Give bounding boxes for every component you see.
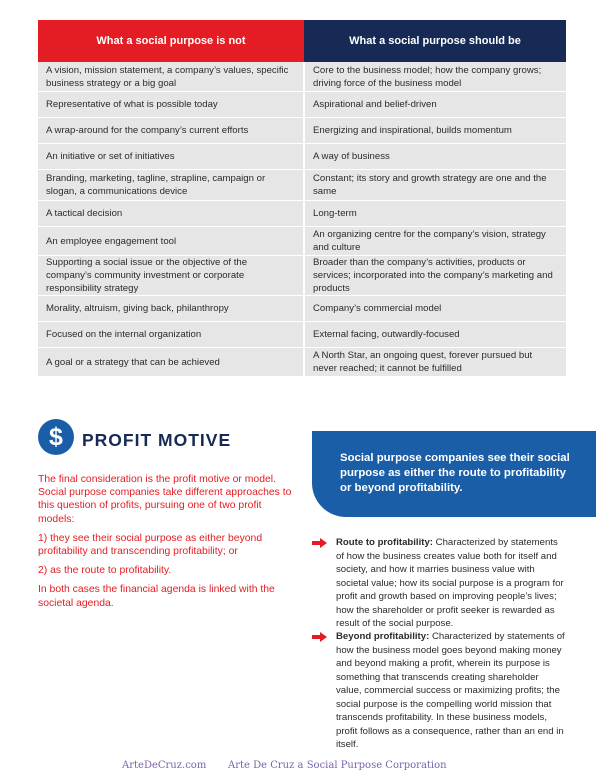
table-row: [38, 322, 566, 348]
table-header-row: [38, 20, 566, 62]
cell-not: A tactical decision: [38, 201, 304, 227]
cell-should: An organizing centre for the company’s vision, strategy and culture: [304, 227, 566, 256]
cell-not: Focused on the internal organization: [38, 322, 304, 348]
bullet-body: [336, 536, 566, 631]
cell-not: Supporting a social issue or the objective of the company’s community investment or corporate responsibility strategy: [38, 256, 304, 296]
footer-site-link[interactable]: ArteDeCruz.com: [122, 760, 207, 771]
bullet-text: Characterized by statements of how the business creates value both for itself and society, and how it marries business value with societal value; how its social purpose is a program for profit and growth based on improving people’s lives; how the shareholder or profit seeker is rewarded as result of the social purpose.: [336, 537, 564, 629]
cell-should: Energizing and inspirational, builds momentum: [304, 118, 566, 144]
cell-should: A way of business: [304, 144, 566, 170]
table-row: [38, 201, 566, 227]
cell-should: A North Star, an ongoing quest, forever pursued but never reached; it cannot be fulfilled: [304, 348, 566, 377]
callout-box: [312, 431, 596, 517]
table-row: [38, 348, 566, 377]
arrow-right-icon: [312, 538, 327, 548]
profit-intro-block: [38, 473, 300, 616]
header-not: What a social purpose is not: [38, 20, 304, 62]
table-row: [38, 144, 566, 170]
cell-should: Company’s commercial model: [304, 296, 566, 322]
table-row: [38, 227, 566, 256]
cell-should: Aspirational and belief-driven: [304, 92, 566, 118]
bullet-label: Beyond profitability:: [336, 631, 430, 642]
cell-should: Long-term: [304, 201, 566, 227]
cell-not: Representative of what is possible today: [38, 92, 304, 118]
bullet-beyond-profitability: [312, 630, 566, 752]
table-row: [38, 92, 566, 118]
profit-option-1: 1) they see their social purpose as either beyond profitability and transcending profitability; or: [38, 532, 263, 558]
comparison-table: [38, 20, 566, 377]
callout-text: Social purpose companies see their social purpose as either the route to profitability or beyond profitability.: [340, 452, 570, 495]
bullet-body: [336, 630, 566, 752]
profit-conclusion: In both cases the financial agenda is linked with the societal agenda.: [38, 584, 275, 609]
footer-corporation: Arte De Cruz a Social Purpose Corporation: [228, 760, 447, 771]
table-row: [38, 256, 566, 296]
cell-should: Broader than the company’s activities, products or services; incorporated into the company’s marketing and products: [304, 256, 566, 296]
arrow-right-icon: [312, 632, 327, 642]
cell-not: A vision, mission statement, a company’s values, specific business strategy or a big goal: [38, 62, 304, 92]
cell-not: Branding, marketing, tagline, strapline, campaign or slogan, a communications device: [38, 170, 304, 201]
profit-intro: The final consideration is the profit motive or model. Social purpose companies take different approaches to this question of profits, pursuing one of two profit models:: [38, 474, 292, 525]
bullet-text: Characterized by statements of how the business model goes beyond making money and beyond making a profit, wherein its purpose is something that transcends creating shareholder value, commercial success or maximizing profits; the social purpose is the compelling world mission that transcends profitability. In these business models, profit follows as a consequence, rather than an end in itself.: [336, 631, 565, 750]
profit-option-2: 2) as the route to profitability.: [38, 565, 172, 577]
cell-not: A goal or a strategy that can be achieved: [38, 348, 304, 377]
cell-not: Morality, altruism, giving back, philanthropy: [38, 296, 304, 322]
bullet-route-to-profitability: [312, 536, 566, 631]
cell-should: Core to the business model; how the company grows; driving force of the business model: [304, 62, 566, 92]
bullet-label: Route to profitability:: [336, 537, 433, 548]
section-title: PROFIT MOTIVE: [82, 430, 232, 450]
cell-not: An initiative or set of initiatives: [38, 144, 304, 170]
cell-not: An employee engagement tool: [38, 227, 304, 256]
dollar-icon: $: [38, 419, 74, 455]
cell-should: Constant; its story and growth strategy are one and the same: [304, 170, 566, 201]
cell-should: External facing, outwardly-focused: [304, 322, 566, 348]
table-row: [38, 170, 566, 201]
table-row: [38, 296, 566, 322]
table-row: [38, 118, 566, 144]
cell-not: A wrap-around for the company’s current efforts: [38, 118, 304, 144]
table-row: [38, 62, 566, 92]
header-should: What a social purpose should be: [304, 20, 566, 62]
